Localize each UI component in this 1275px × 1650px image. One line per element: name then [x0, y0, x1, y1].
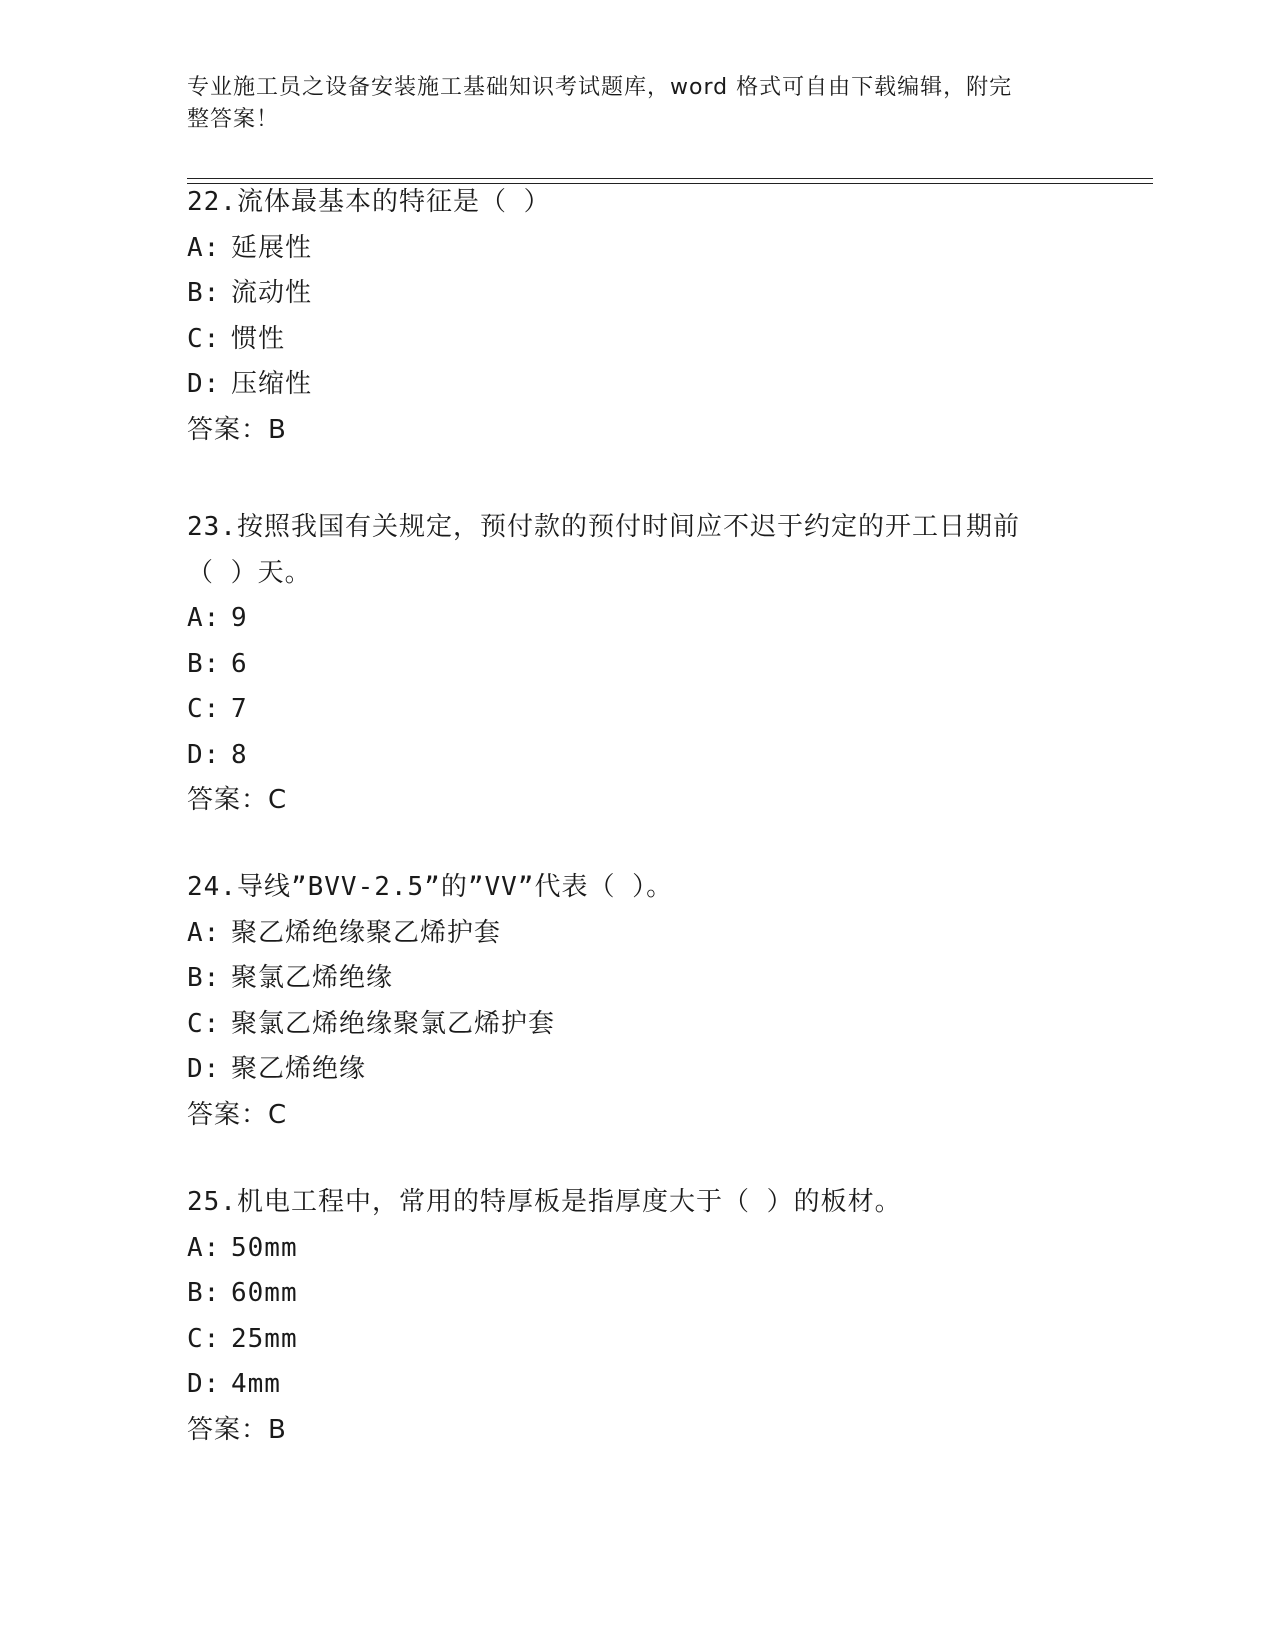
option-letter: B:	[187, 278, 221, 308]
question-stem: 22.流体最基本的特征是（ ）	[187, 187, 551, 217]
option-d	[187, 362, 1087, 408]
option-text: 流动性	[231, 278, 313, 308]
option-text: 9	[231, 603, 248, 633]
option-b	[187, 956, 1087, 1002]
option-text: 4mm	[231, 1369, 281, 1399]
option-letter: B:	[187, 963, 221, 993]
option-a	[187, 226, 1087, 272]
option-letter: A:	[187, 917, 221, 948]
answer-line: 答案：B	[187, 1414, 287, 1445]
option-letter: B:	[187, 648, 221, 679]
option-letter: A:	[187, 1232, 221, 1263]
option-letter: B:	[187, 1278, 221, 1308]
option-d	[187, 1047, 1087, 1093]
document-header	[187, 72, 1067, 136]
option-text: 聚乙烯绝缘聚乙烯护套	[231, 917, 502, 948]
question-24	[187, 865, 1087, 1138]
option-text: 50mm	[231, 1232, 298, 1263]
option-text: 60mm	[231, 1278, 298, 1308]
option-text: 8	[231, 739, 248, 770]
answer-line: 答案：C	[187, 785, 288, 815]
option-letter: A:	[187, 232, 221, 263]
option-a	[187, 596, 1087, 642]
header-line-2: 整答案！	[187, 107, 280, 132]
option-b	[187, 271, 1087, 317]
option-text: 延展性	[231, 232, 313, 263]
question-23	[187, 505, 1087, 824]
option-b	[187, 1271, 1087, 1317]
option-letter: D:	[187, 369, 221, 399]
option-c	[187, 317, 1087, 363]
option-letter: A:	[187, 603, 221, 633]
option-text: 聚氯乙烯绝缘聚氯乙烯护套	[231, 1008, 556, 1039]
option-text: 25mm	[231, 1323, 298, 1354]
option-a	[187, 911, 1087, 957]
option-d	[187, 733, 1087, 779]
answer-line: 答案：C	[187, 1099, 288, 1130]
header-line-1: 专业施工员之设备安装施工基础知识考试题库，word 格式可自由下载编辑，附完	[187, 75, 1013, 100]
option-text: 压缩性	[231, 369, 313, 399]
option-text: 聚乙烯绝缘	[231, 1054, 367, 1084]
option-text: 7	[231, 694, 248, 724]
option-c	[187, 1317, 1087, 1363]
option-letter: D:	[187, 739, 221, 770]
option-letter: C:	[187, 694, 221, 724]
question-stem: 23.按照我国有关规定，预付款的预付时间应不迟于约定的开工日期前	[187, 512, 1020, 542]
option-letter: C:	[187, 323, 221, 354]
answer-line: 答案：B	[187, 414, 287, 445]
option-letter: D:	[187, 1054, 221, 1084]
header-divider-top	[187, 178, 1153, 179]
option-a	[187, 1226, 1087, 1272]
option-d	[187, 1362, 1087, 1408]
option-text: 惯性	[231, 323, 286, 354]
option-letter: C:	[187, 1323, 221, 1354]
option-letter: D:	[187, 1369, 221, 1399]
question-25	[187, 1180, 1087, 1453]
option-text: 聚氯乙烯绝缘	[231, 963, 394, 993]
option-letter: C:	[187, 1008, 221, 1039]
question-stem: 25.机电工程中，常用的特厚板是指厚度大于（ ）的板材。	[187, 1187, 902, 1217]
question-stem: 24.导线”BVV-2.5”的”VV”代表（ ）。	[187, 872, 674, 902]
question-stem-continued: （ ）天。	[187, 557, 312, 588]
option-c	[187, 1002, 1087, 1048]
option-c	[187, 687, 1087, 733]
question-22	[187, 180, 1087, 453]
option-b	[187, 642, 1087, 688]
option-text: 6	[231, 648, 248, 679]
